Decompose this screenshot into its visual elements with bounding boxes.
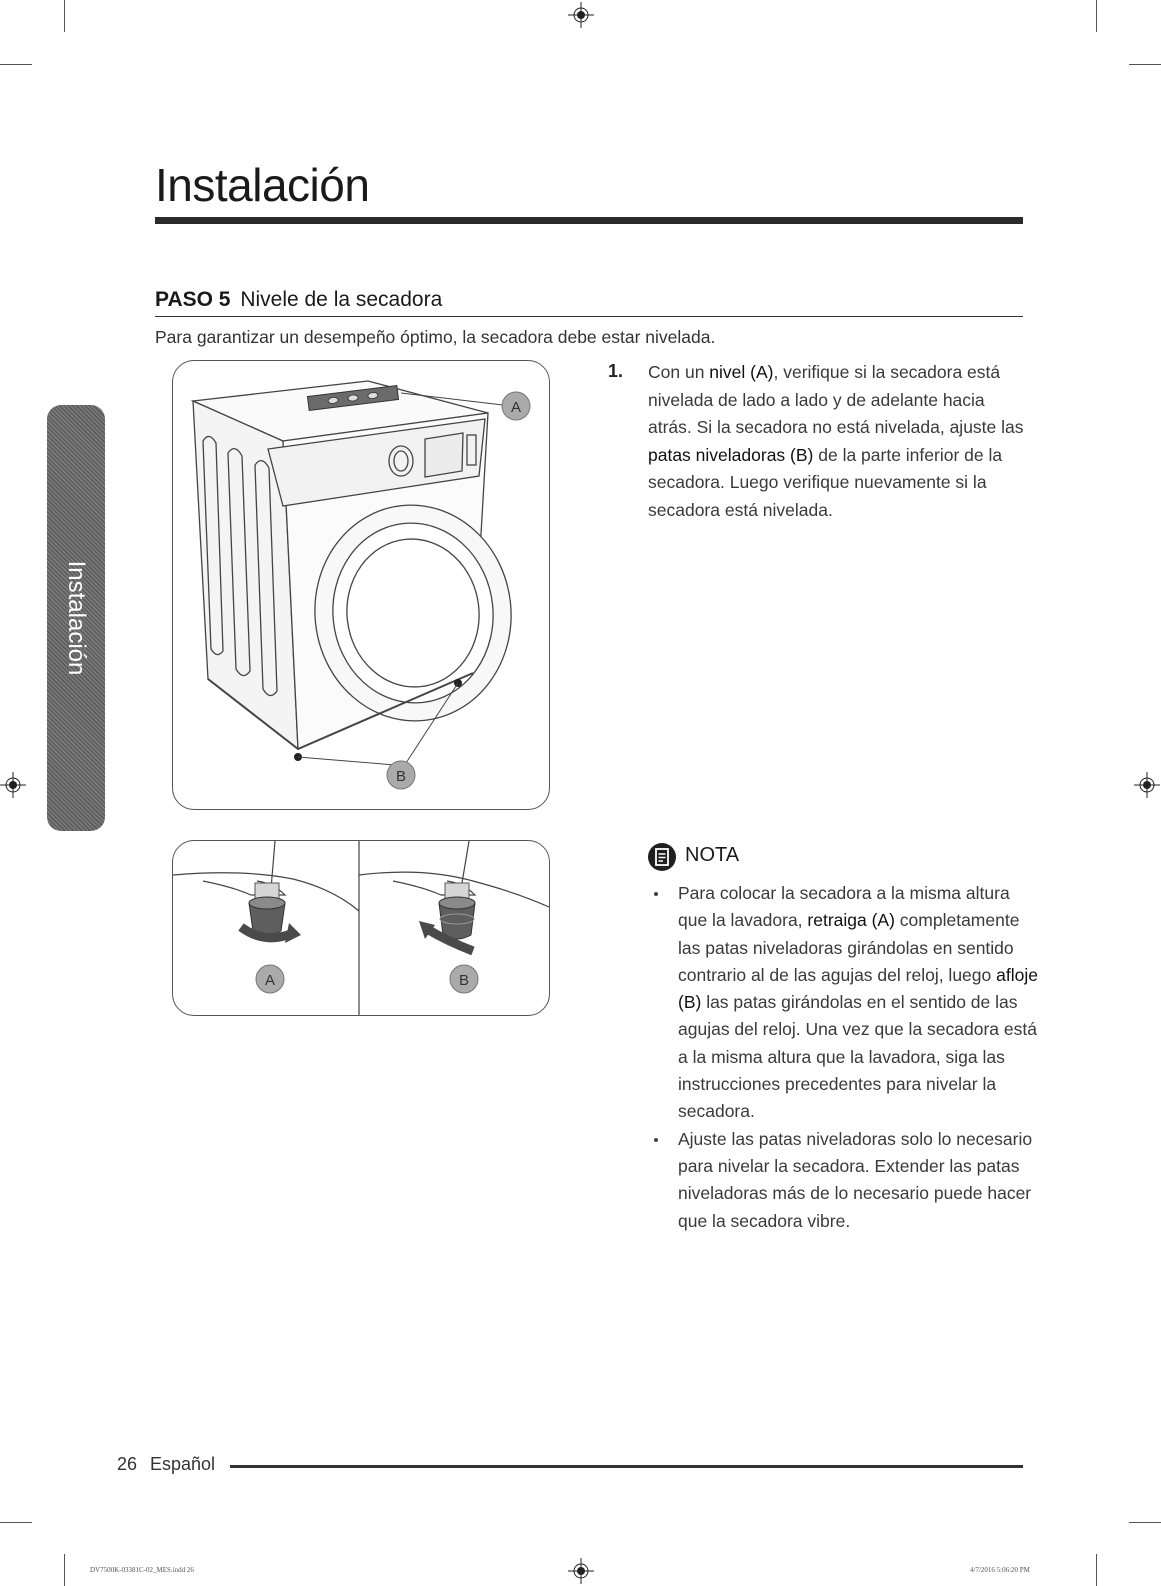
text-run: completamente las patas niveladoras girándolas en sentido contrario al de las agujas del reloj, luego [678,910,1020,985]
foot-callout-a: A [264,972,276,989]
crop-mark-bottom-right [1096,1554,1097,1586]
footer-language: Español [150,1454,216,1474]
step-intro: Para garantizar un desempeño óptimo, la secadora debe estar nivelada. [155,327,716,347]
foot-callout-b: B [458,972,470,989]
crop-mark-bottom-right-h [1129,1522,1161,1523]
text-run: , verifique si la secadora está nivelada de lado a lado y de adelante hacia atrás. Si la secadora no está nivelada, ajuste las [648,362,1024,438]
registration-mark-bottom-icon [568,1558,594,1584]
dryer-level-figure [172,360,550,810]
crop-mark-bottom-left-h [0,1522,32,1523]
dryer-illustration [173,361,549,809]
step-rule [155,316,1023,317]
footer-rule [230,1465,1023,1468]
crop-mark-top-left-h [0,64,32,65]
step-item-number: 1. [608,361,624,381]
leveling-feet-illustration [173,841,549,1015]
step-title: Nivele de la secadora [240,288,443,311]
step-label: PASO 5 [155,288,231,311]
text-run: Para colocar la secadora a la misma altura que la lavadora, [678,883,1010,931]
dryer-callout-b: B [395,768,407,785]
page-number: 26 [117,1454,138,1474]
step-item-text [648,359,1028,525]
page-title: Instalación [155,159,370,211]
crop-mark-bottom-left [64,1554,65,1586]
dryer-callout-a: A [510,399,522,416]
registration-mark-right-icon [1134,772,1160,798]
note-item [648,880,1040,1126]
keyword-loosen: afloje (B) [678,964,1038,1013]
crop-mark-top-right [1096,0,1097,32]
text-run: Con un [648,362,710,382]
keyword-retract: retraiga (A) [807,910,895,931]
side-tab-label: Instalación [63,560,90,676]
text-run: de la parte inferior de la secadora. Luego verifique nuevamente si la secadora está nivelada. [648,444,1003,520]
step-heading [155,288,442,312]
keyword-level: nivel (A) [709,362,774,382]
note-heading [647,842,740,877]
crop-mark-top-right-h [1129,64,1161,65]
text-run: las patas girándolas en el sentido de las agujas del reloj. Una vez que la secadora está a la misma altura que la lavadora, siga las instrucciones precedentes para nivelar la secadora. [678,992,1037,1122]
note-list [648,880,1040,1235]
note-icon [647,842,677,872]
print-slug-file: DV7500K-03381C-02_MES.indd 26 [90,1566,194,1574]
note-item: Ajuste las patas niveladoras solo lo necesario para nivelar la secadora. Extender las patas niveladoras más de lo necesario puede hacer que la secadora vibre. [648,1126,1040,1235]
leveling-feet-figure [172,840,550,1016]
print-slug-date: 4/7/2016 5:06:20 PM [970,1566,1030,1574]
keyword-leveling-legs: patas niveladoras (B) [648,444,814,465]
registration-mark-top-icon [568,2,594,28]
registration-mark-left-icon [0,772,26,798]
note-heading-label: NOTA [685,844,740,866]
title-rule [155,217,1023,224]
crop-mark-top-left [64,0,65,32]
